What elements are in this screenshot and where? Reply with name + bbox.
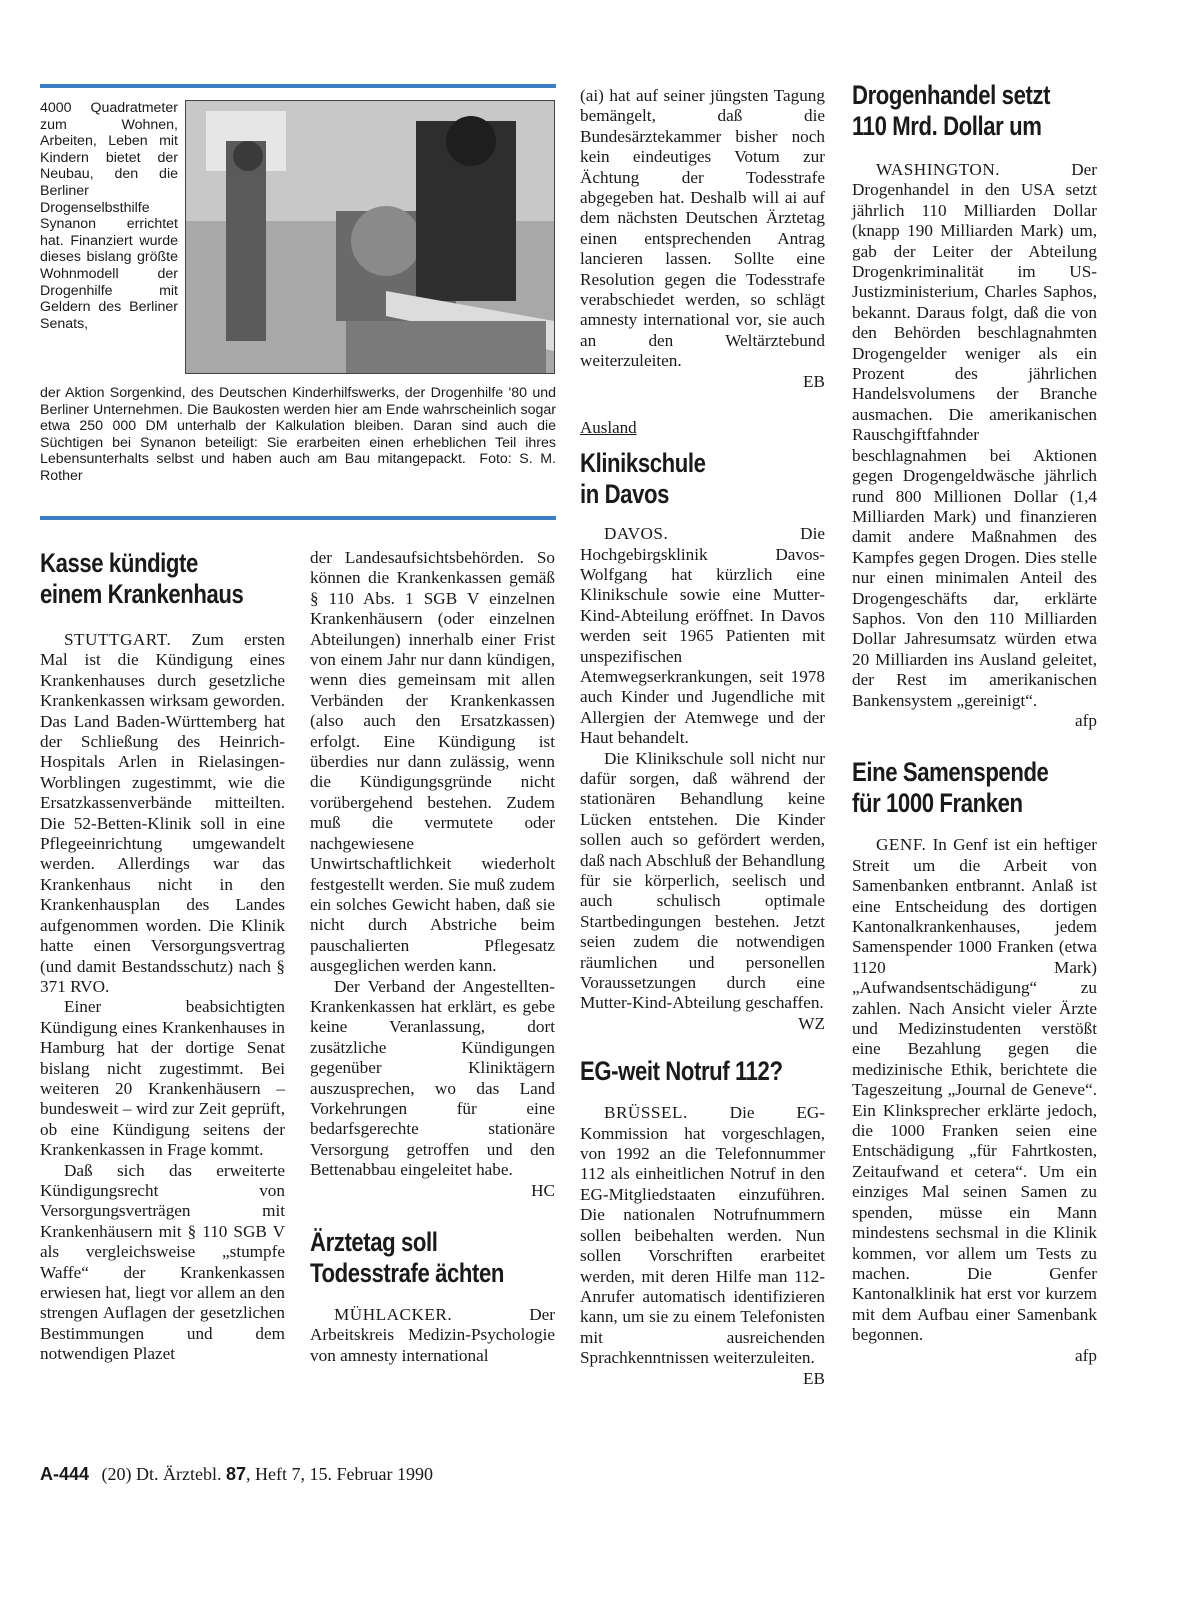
article-body-samen: [852, 835, 1097, 1366]
photo-image: [186, 101, 554, 373]
headline-line-2: für 1000 Franken: [852, 788, 1023, 819]
section-label-ausland: Ausland: [580, 418, 637, 438]
dateline: BRÜSSEL.: [604, 1103, 688, 1123]
article-body-drogen: [852, 160, 1097, 731]
photo-credit: Foto: S. M. Rother: [40, 451, 556, 484]
paragraph: [310, 1305, 555, 1366]
dateline: GENF.: [876, 835, 927, 855]
signature: WZ: [798, 1013, 825, 1033]
column-3: [580, 86, 825, 1389]
page-footer: [40, 1464, 433, 1485]
article-body-notruf: [580, 1103, 825, 1389]
paragraph-text: In Genf ist ein heftiger Streit um die Arbeit von Samenbanken entbrannt. Anlaß ist eine Entscheidung des dortigen Kantonalkrankenhauses, jedem Samenspender 1000 Franken (etwa 1120 Mark) „Aufwandsentschädigung“ zu zahlen. Nach Ansicht vieler Ärzte und Medizinstudenten verstößt eine Bezahlung gegen die medizinische Ethik, berichtete die Tageszeitung „Journal de Geneve“. Ein Klinksprecher erklärte jedoch, die 1000 Franken seien eine Entschädigung „für Fahrtkosten, Zeitaufwand et cetera“. Um ein einziges Mal seinen Samen zu spenden, müsse ein Mann mindestens sechsmal in die Klinik kommen, vor allem um Tests zu machen. Die Genfer Kantonalklinik hat erst vor kurzem mit dem Aufbau einer Samenbank begonnen.: [852, 835, 1097, 1345]
headline-line-1: Klinikschule: [580, 448, 706, 479]
article-body-aerztetag-cont: [580, 86, 825, 392]
headline-line-1: Kasse kündigte: [40, 548, 198, 578]
article-body: [40, 630, 285, 1365]
paragraph-text: Zum ersten Mal ist die Kündigung eines Krankenhauses durch gesetzliche Krankenkassen wirksam geworden. Das Land Baden-Württemberg hat der Schließung des Heinrich-Hospitals Arlen in Rielasingen-Worblingen zugestimmt, wie die Ersatzkassenverbände mitteilten. Die 52-Betten-Klinik soll in eine Pflegeeinrichtung umgewandelt werden. Allerdings war das Krankenhaus nicht in den Krankenhausplan des Landes aufgenommen worden. Die Klinik hatte einen Versorgungsvertrag (und damit Bestandsschutz) nach § 371 RVO.: [40, 630, 285, 996]
dateline: STUTTGART.: [64, 630, 172, 649]
headline-kasse: [40, 548, 244, 610]
article-body-cont: [310, 548, 555, 1201]
headline-aerztetag: [310, 1227, 511, 1289]
headline-line-2: in Davos: [580, 479, 670, 510]
construction-photo: [185, 100, 555, 374]
photo-caption-below: [40, 385, 556, 485]
article-body-aerztetag: [310, 1305, 555, 1366]
article-kasse-cont: [310, 548, 555, 1366]
paragraph: (ai) hat auf seiner jüngsten Tagung bemängelt, daß die Bundesärztekammer bisher noch kein eindeutiges Votum zur Ächtung der Todesstrafe abgegeben hat. Deshalb will ai auf dem nächsten Deutschen Ärztetag einen entsprechenden Antrag lancieren lassen. Sollte eine Resolution gegen die Todesstrafe verabschiedet werden, so schlägt amnesty international vor, sie auch an den Weltärztebund weiterzuleiten.: [580, 86, 825, 371]
signature: HC: [531, 1180, 555, 1200]
paragraph: [580, 1103, 825, 1368]
paragraph: Der Verband der Angestellten-Krankenkassen hat erklärt, es gebe keine Veranlassung, dort zusätzliche Kündigungen gegenüber Kliniktägern auszusprechen, wo das Land Vorkehrungen für eine bedarfsgerechte stationäre Versorgung getroffen und den Bettenabbau eingeleitet habe.: [310, 976, 555, 1180]
headline-samen: [852, 757, 1053, 819]
dateline: WASHINGTON.: [876, 160, 1001, 179]
headline-line-2: einem Krankenhaus: [40, 579, 244, 609]
signature: afp: [1075, 710, 1097, 730]
headline-line-1: Ärztetag soll: [310, 1227, 438, 1257]
paragraph: Daß sich das erweiterte Kündigungsrecht von Versorgungsverträgen mit Krankenhäusern mit § 110 SGB V als vergleichsweise „stumpfe Waffe“ der Krankenkassen erwiesen hat, liegt vor allem an den strengen Auflagen der gesetzlichen Bestimmungen und dem notwendigen Plazet: [40, 1160, 285, 1364]
headline-drogen: [852, 80, 1053, 142]
paragraph-text: Die EG-Kommission hat vorgeschlagen, von 1992 an die Telefonnummer 112 als einheitlichen Notruf in den EG-Mitgliedstaaten einzuführen. Die nationalen Notrufnummern sollen beibehalten werden. Nun sollen Vorschriften erarbeitet werden, mit deren Hilfe man 112-Anrufer automatisch identifizieren kann, um sie zu einem Telefonisten mit ausreichenden Sprachkenntnissen weiterzuleiten.: [580, 1103, 825, 1368]
signature: EB: [803, 1368, 825, 1388]
headline-notruf: EG-weit Notruf 112?: [580, 1056, 783, 1087]
citation-pre: (20) Dt. Ärztebl.: [101, 1464, 222, 1484]
volume-number: 87: [226, 1464, 247, 1484]
page-code: A-444: [40, 1464, 90, 1484]
paragraph-text: Die Hochgebirgsklinik Davos-Wolfgang hat kürzlich eine Klinikschule sowie eine Mutter-Kind-Abteilung eröffnet. In Davos werden seit 1965 Patienten mit unspezifischen Atemwegserkrankungen, seit 1978 auch Kinder und Jugendliche mit Allergien der Atemwege und der Haut behandelt.: [580, 524, 825, 748]
paragraph-text: Der Arbeitskreis Medizin-Psychologie von amnesty international: [310, 1305, 555, 1365]
signature: EB: [803, 371, 825, 391]
dateline: DAVOS.: [604, 524, 669, 544]
column-4: [852, 80, 1097, 1366]
headline-line-2: Todesstrafe ächten: [310, 1258, 504, 1288]
headline-line-1: Drogenhandel setzt: [852, 80, 1051, 110]
headline-line-2: 110 Mrd. Dollar um: [852, 111, 1042, 141]
citation-post: , Heft 7, 15. Februar 1990: [246, 1464, 433, 1484]
dateline: MÜHLACKER.: [334, 1305, 453, 1324]
paragraph: der Landesaufsichtsbehörden. So können die Krankenkassen gemäß § 110 Abs. 1 SGB V einzelnen Krankenhäusern (oder einzelnen Abteilungen) innerhalb einer Frist von einem Jahr nur dann kündigen, wenn dies gemeinsam mit allen Verbänden der Krankenkassen (also auch den Ersatzkassen) erfolgt. Eine Kündigung ist überdies nur dann zulässig, wenn die Kündigungsgründe nicht vorübergehend bestehen. Zudem muß die vermutete oder nachgewiesene Unwirtschaftlichkeit wiederholt festgestellt werden. Sie muß zudem ein solches Gewicht haben, daß sie nicht durch Abstriche beim pauschalierten Pflegesatz ausgeglichen werden kann.: [310, 548, 555, 976]
top-rule: [40, 84, 556, 88]
paragraph: [580, 524, 825, 748]
caption-text: der Aktion Sorgenkind, des Deutschen Kinderhilfswerks, der Drogenhilfe '80 und Berliner Unternehmen. Die Baukosten werden hier am Ende wahrscheinlich sogar etwa 250 000 DM unterhalb der Kalkulation bleiben. Daran sind auch die Süchtigen bei Synanon beteiligt: Sie erarbeiten einen erheblichen Teil ihres Lebensunterhalts selbst und haben auch am Bau mitangepackt.: [40, 385, 556, 468]
paragraph: [852, 160, 1097, 711]
headline-davos: [580, 448, 781, 510]
signature: afp: [1075, 1345, 1097, 1365]
paragraph: Die Klinikschule soll nicht nur dafür sorgen, daß während der stationären Behandlung keine Lücken entstehen. Die Kinder sollen auch so gefördert werden, daß nach Abschluß der Behandlung für sie körperlich, seelisch und auch schulisch optimale Startbedingungen bestehen. Jetzt seien zudem die notwendigen räumlichen und personellen Voraussetzungen durch eine Mutter-Kind-Abteilung geschaffen.: [580, 748, 825, 1013]
article-kasse: [40, 548, 285, 1365]
paragraph: Einer beabsichtigten Kündigung eines Krankenhauses in Hamburg hat der dortige Senat bislang nicht zugestimmt. Bei weiteren 20 Krankenhäusern – bundesweit – wird zur Zeit geprüft, ob eine Kündigung seitens der Krankenkassen in Frage kommt.: [40, 997, 285, 1160]
photo-caption-side: 4000 Quadratmeter zum Wohnen, Arbeiten, Leben mit Kindern bietet der Neubau, den die Berliner Drogenselbsthilfe Synanon errichtet hat. Finanziert wurde dieses bislang größte Wohnmodell der Drogenhilfe mit Geldern des Berliner Senats,: [40, 100, 178, 332]
paragraph-text: Der Drogenhandel in den USA setzt jährlich 110 Milliarden Dollar (knapp 190 Milliarden Mark) um, gab der Leiter der Abteilung Drogenkriminalität im US-Justizministerium, Charles Saphos, bekannt. Daraus folgt, daß die von den Behörden beschlagnahmten Drogengelder weniger als ein Prozent des jährlichen Handelsvolumens der Branche ausmachen. Die amerikanischen Rauschgiftfahnder beschlagnahmen bei Aktionen gegen Drogengeldwäsche jährlich rund 800 Millionen Dollar (1,4 Milliarden Mark) und finanzieren damit andere Maßnahmen des Kampfes gegen Drogen. Dies stelle nur einen minimalen Anteil des Drogengeschäfts dar, erklärte Saphos. Von den 110 Milliarden Dollar Jahresumsatz würden etwa 20 Milliarden ins Ausland geleitet, der Rest im amerikanischen Bankensystem „gereinigt“.: [852, 160, 1097, 710]
photo-bottom-rule: [40, 516, 556, 520]
paragraph: [852, 835, 1097, 1345]
article-body-davos: [580, 524, 825, 1034]
paragraph: [40, 630, 285, 997]
headline-line-1: Eine Samenspende: [852, 757, 1049, 788]
